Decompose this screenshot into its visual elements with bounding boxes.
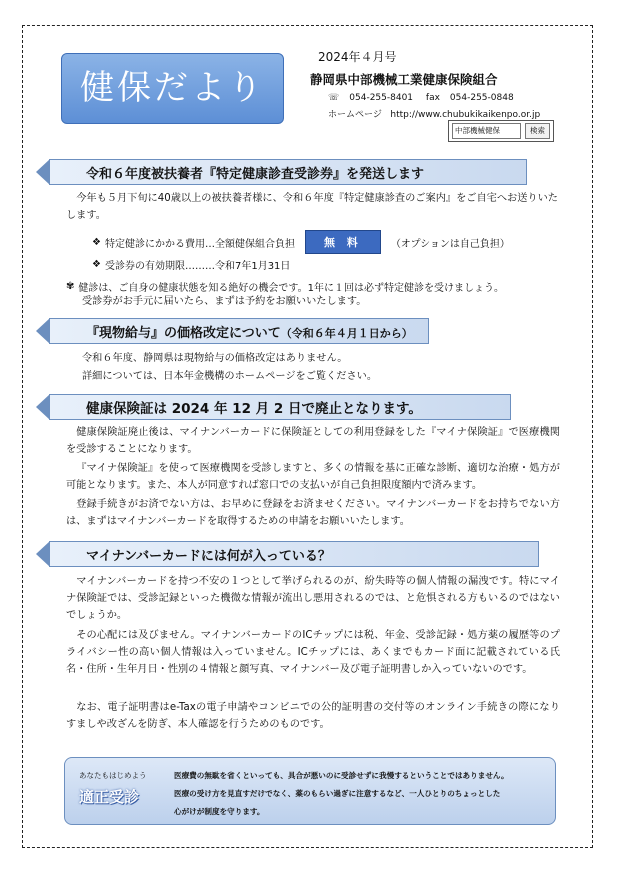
search-box — [448, 120, 554, 142]
section-title: マイナンバーカードには何が入っている？ — [86, 548, 331, 564]
box-text-line: 心がけが制度を守ります。 — [174, 807, 265, 816]
section-banner-3 — [49, 394, 511, 420]
box-text — [174, 767, 544, 821]
organization-name: 静岡県中部機械工業健康保険組合 — [310, 72, 498, 87]
section-paragraph: 登録手続きがお済でない方は、お早めに登録をお済ませください。マイナンバーカードをお持ちでない方は、まずはマイナンバーカードを取得するための申請をお願いいたします。 — [66, 499, 560, 527]
box-caption: あなたもはじめよう — [79, 771, 147, 780]
fee-suffix: （オプションは自己負担） — [390, 238, 510, 250]
banner-arrow-icon — [36, 394, 50, 420]
homepage-line — [328, 107, 540, 120]
section-title: 令和６年度被扶養者『特定健康診査受診券』を発送します — [86, 166, 425, 182]
section-paragraph: 『マイナ保険証』を使って医療機関を受診しますと、多くの情報を基に正確な診断、適切な治療・処方が可能となります。また、本人が同意すれば窓口での支払いが自己負担限度額内で済みます。 — [66, 463, 560, 491]
fee-text: 特定健診にかかる費用…全額健保組合負担 — [104, 238, 295, 250]
box-heading: 適正受診 — [79, 788, 140, 806]
note-line-2: 受診券がお手元に届いたら、まずは予約をお願いいたします。 — [82, 296, 367, 307]
section-banner-2 — [49, 318, 429, 344]
banner-arrow-icon — [36, 159, 50, 185]
section-banner-1 — [49, 159, 527, 185]
info-line: 令和６年度、静岡県は現物給与の価格改定はありません。 — [82, 353, 348, 364]
free-badge: 無 料 — [305, 230, 381, 254]
contact-line — [328, 93, 524, 103]
phone-icon: ☏ — [328, 93, 340, 103]
tel-number: 054-255-8401 — [349, 93, 414, 103]
section-paragraph: なお、電子証明書はe-Taxの電子申請やコンビニでの公的証明書の交付等のオンライン手続きの際になりすましや改ざんを防ぎ、本人確認を行うためのものです。 — [66, 702, 560, 730]
info-line: 詳細については、日本年金機構のホームページをご覧ください。 — [82, 371, 378, 382]
section-banner-4 — [49, 541, 539, 567]
section-paragraph: 健康保険証廃止後は、マイナンバーカードに保険証としての利用登録をした『マイナ保険証』で医療機関を受診することになります。 — [66, 427, 560, 455]
homepage-link[interactable]: http://www.chubukikaikenpo.or.jp — [390, 110, 541, 120]
section-title-date: （令和６年４月１日から） — [280, 326, 413, 340]
box-text-line: 医療費の無駄を省くといっても、具合が悪いのに受診せずに我慢するということではありません。 — [174, 771, 509, 780]
diamond-bullet-icon: ❖ — [92, 236, 101, 248]
appropriate-care-box — [64, 757, 556, 825]
section-paragraph: その心配には及びません。マイナンバーカードのICチップには税、年金、受診記録・処方薬の履歴等のプライバシー性の高い個人情報は入っていません。ICチップには、あくまでもカード面に記載されている氏名・住所・生年月日・性別の４情報と顔写真、マイナンバー及び電子証明書しか入っていないのです。 — [66, 630, 560, 675]
diamond-bullet-icon: ❖ — [92, 259, 101, 270]
section-title: 健康保険証は 2024 年 12 月 2 日で廃止となります。 — [86, 401, 422, 417]
note-text: 健診は、ご自身の健康状態を知る絶好の機会です。1年に１回は必ず特定健診を受けましょう。 — [78, 283, 504, 294]
expiry-text: 受診券の有効期限………令和7年1月31日 — [104, 261, 291, 272]
asterisk-bullet-icon: ✾ — [66, 281, 75, 292]
bullet-expiry — [92, 257, 290, 272]
banner-arrow-icon — [36, 541, 50, 567]
fax-number: 054-255-0848 — [449, 93, 514, 103]
newsletter-logo: 健保だより — [61, 53, 284, 124]
fax-label: fax — [425, 93, 440, 103]
bullet-fee — [92, 230, 510, 254]
box-text-line: 医療の受け方を見直すだけでなく、薬のもらい過ぎに注意するなど、一人ひとりのちょっとした — [174, 789, 501, 798]
section-paragraph: マイナンバーカードを持つ不安の１つとして挙げられるのが、紛失時等の個人情報の漏洩です。特にマイナ保険証では、受診記録といった機微な情報が流出し悪用されるのでは、と危惧される方もいるのではないでしょうか。 — [66, 576, 560, 621]
note-line-1 — [66, 279, 504, 294]
section-paragraph: 今年も５月下旬に40歳以上の被扶養者様に、令和６年度『特定健康診査のご案内』をご自宅へお送りいたします。 — [66, 193, 558, 221]
search-input[interactable]: 中部機械健保 — [452, 123, 521, 139]
search-button[interactable]: 検索 — [525, 123, 550, 139]
section-title: 『現物給与』の価格改定について（令和６年４月１日から） — [86, 325, 413, 341]
banner-arrow-icon — [36, 318, 50, 344]
issue-date: 2024年４月号 — [318, 50, 397, 64]
homepage-label: ホームページ — [328, 110, 382, 120]
